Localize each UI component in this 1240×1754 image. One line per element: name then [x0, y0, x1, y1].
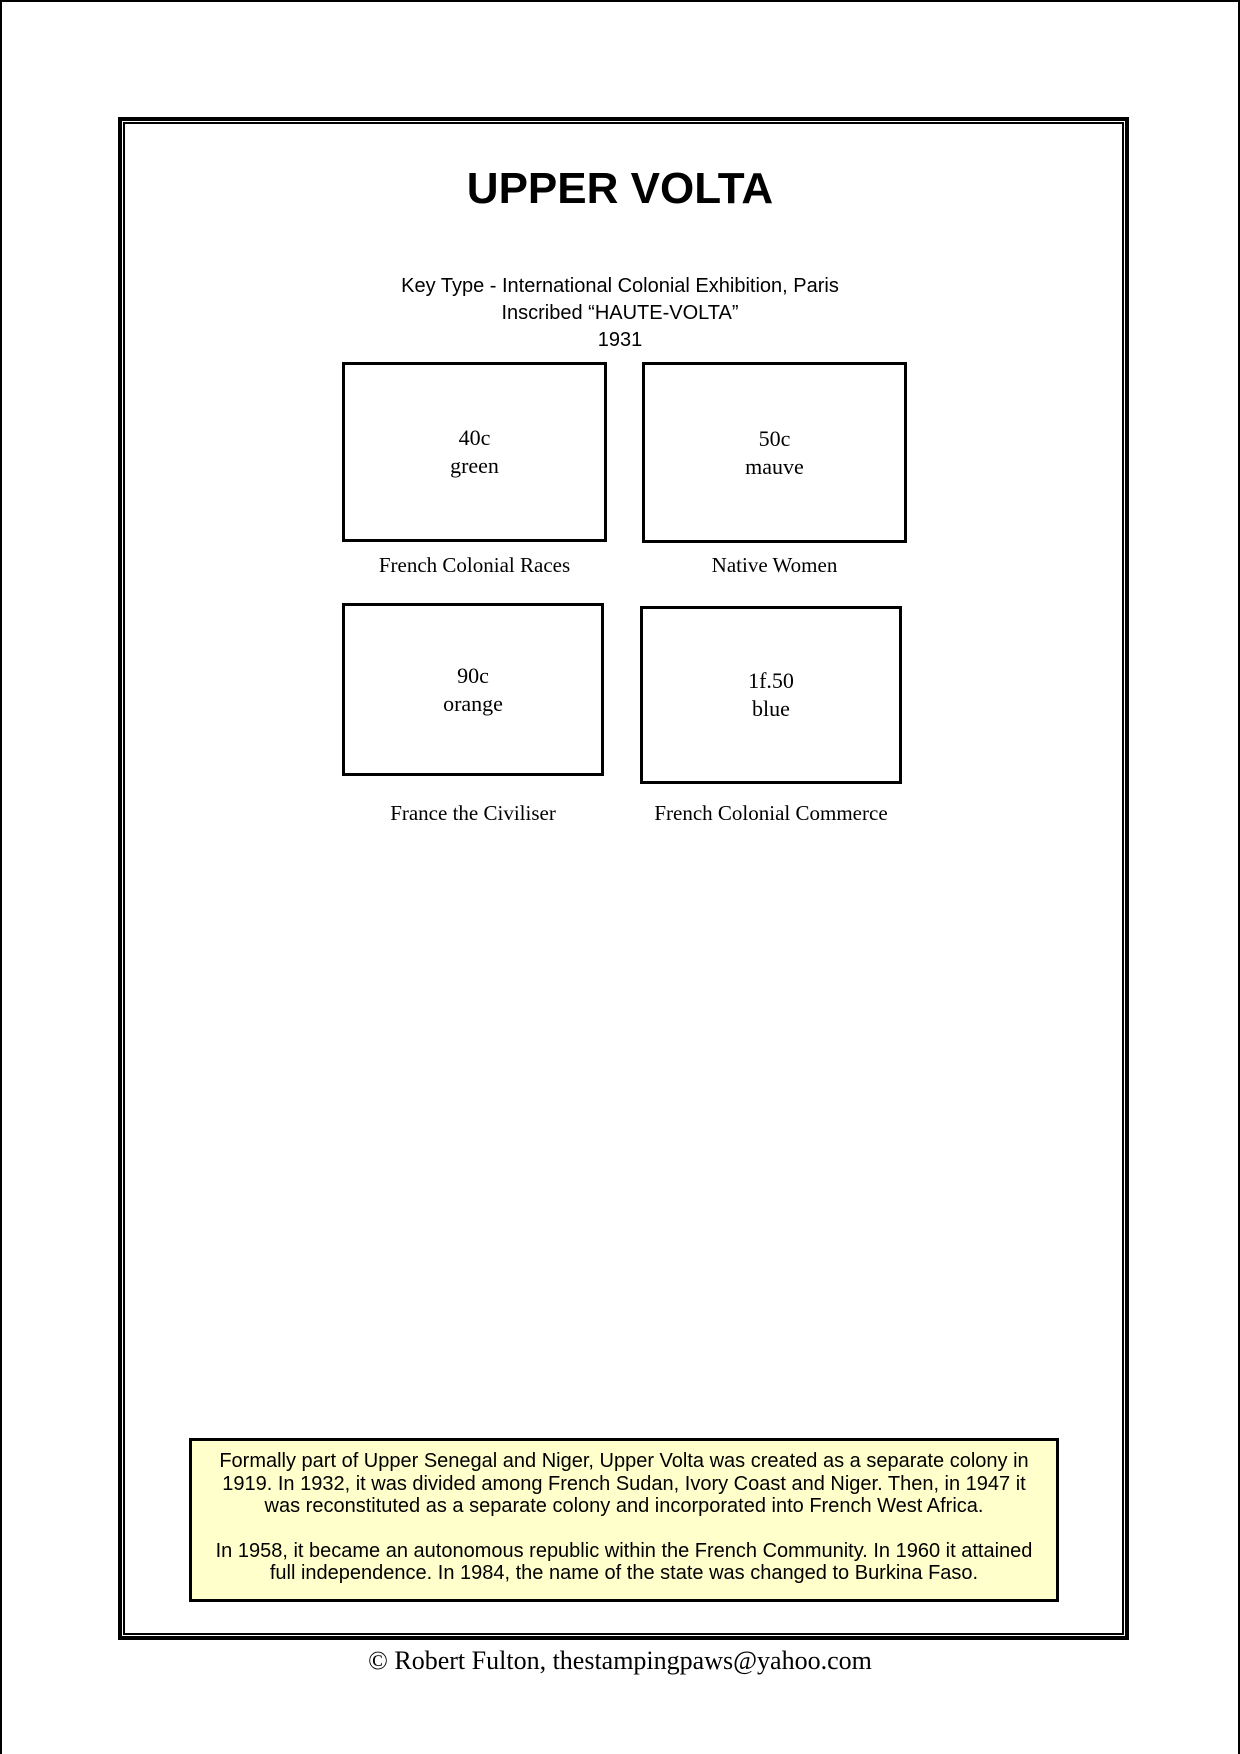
stamp-color: green	[450, 453, 499, 478]
stamp-color: mauve	[745, 453, 804, 479]
stamp-box-40c-green	[342, 362, 607, 542]
page-title: UPPER VOLTA	[466, 164, 774, 213]
stamp-value: 1f.50	[748, 668, 794, 693]
key-type-line-1: Key Type - International Colonial Exhibition, Paris	[401, 275, 839, 297]
stamp-caption: France the Civiliser	[390, 801, 556, 825]
stamp-color: blue	[752, 696, 790, 721]
key-type-line-2: Inscribed “HAUTE-VOLTA”	[501, 302, 739, 324]
history-paragraph-2: In 1958, it became an autonomous republic within the French Community. In 1960 it attained full independence. In 1984, the name of the state was changed to Burkina Faso.	[215, 1539, 1033, 1584]
stamp-caption: French Colonial Races	[378, 553, 571, 577]
stamp-box-50c-mauve	[642, 362, 907, 543]
stamp-value: 40c	[458, 425, 491, 450]
key-type-heading	[2, 273, 1238, 354]
key-type-line-3: 1931	[597, 329, 643, 351]
stamp-value: 50c	[758, 425, 791, 451]
stamp-value: 90c	[457, 662, 489, 688]
stamp-box-1f50-blue	[640, 606, 902, 784]
history-note-box	[189, 1438, 1059, 1602]
stamp-box-90c-orange	[342, 603, 604, 776]
copyright-line: © Robert Fulton, thestampingpaws@yahoo.com	[368, 1646, 872, 1675]
stamp-caption: French Colonial Commerce	[654, 801, 888, 825]
stamp-caption: Native Women	[711, 553, 838, 577]
stamp-color: orange	[443, 690, 503, 716]
history-paragraph-1: Formally part of Upper Senegal and Niger, Upper Volta was created as a separate colony in 1919. In 1932, it was divided among French Sudan, Ivory Coast and Niger. Then, in 1947 it was reconstituted as a separate colony and incorporated into French West Africa.	[219, 1450, 1029, 1517]
